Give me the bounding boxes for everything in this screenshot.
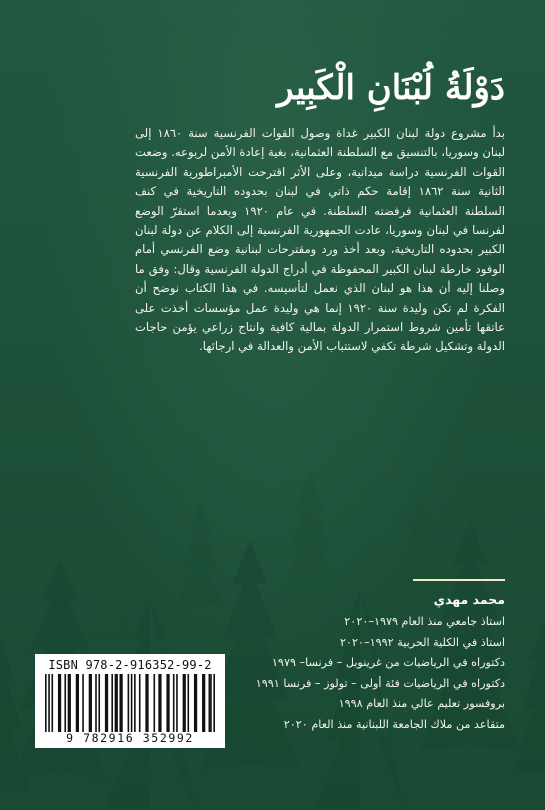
barcode-bar	[166, 674, 169, 732]
barcode-bar	[134, 674, 136, 732]
barcode-bar	[45, 674, 47, 732]
isbn-number: ISBN 978-2-916352-99-2	[48, 658, 212, 672]
barcode-bar	[119, 674, 122, 732]
barcode-bar	[58, 674, 61, 732]
credential-item: متقاعد من ملاك الجامعة اللبنانية منذ العام ٢٠٢٠	[283, 717, 505, 731]
barcode-bar	[158, 674, 161, 732]
barcode-bar	[153, 674, 155, 732]
author-divider	[413, 579, 505, 581]
barcode-bar	[68, 674, 71, 732]
book-title: دَوْلَةُ لُبْنَانِ الْكَبِير	[277, 68, 505, 108]
barcode-bar	[176, 674, 178, 732]
credential-item: استاذ في الكلية الحربية ١٩٩٢–٢٠٢٠	[339, 635, 505, 649]
barcode-bar	[48, 674, 50, 732]
credential-item: دكتوراه في الرياضيات فئة أولى – تولوز – فرنسا ١٩٩١	[255, 676, 505, 690]
barcode-bar	[105, 674, 108, 732]
barcode-bar	[145, 674, 148, 732]
barcode-bar	[115, 674, 118, 732]
barcode-graphic	[41, 674, 219, 732]
barcode-bar	[209, 674, 211, 732]
book-synopsis: بدأ مشروع دولة لبنان الكبير غداة وصول القوات الفرنسية سنة ١٨٦٠ إلى لبنان وسوريا، بالتنسيق مع السلطنة العثمانية، بغية إعادة الأمن لربوعه. وضعت القوات الفرنسية دراسة ميدانية، وعلى الأثر اقترحت الأمبراطورية الفرنسية الثانية سنة ١٨٦٢ إقامة حكم ذاتي في لبنان بحدوده التاريخية في كنف السلطنة العثمانية فرفضته السلطنة. في عام ١٩٢٠ وبعدما استقرّ الوضع لفرنسا في لبنان وسوريا، عادت الجمهورية الفرنسية إلى الكلام عن دولة لبنان الكبير بحدوده التاريخية، وبعد أخذ ورد ومقترحات لبنانية وضع الفرنسي أمام الوفود خارطة لبنان الكبير المحفوظة في أدراج الدولة الفرنسية وقال: وفق ما وصلنا إليه أن هذا هو لبنان الذي نعمل لتأسيسه. في هذا الكتاب نوضح أن الفكرة لم تكن وليدة سنة ١٩٢٠ إنما هي وليدة عمل مؤسسات أخذت على عاتقها تأمين شروط استمرار الدولة بمالية كافية وانتاج زراعي يؤمن حاجات الدولة وتشكيل شرطة تكفي لاستتباب الأمن والعدالة في ارجائها.	[135, 126, 505, 354]
barcode-bar	[139, 674, 141, 732]
barcode-bar	[187, 674, 189, 732]
credential-item: استاذ جامعي منذ العام ١٩٧٩–٢٠٢٠	[344, 615, 505, 628]
barcode-bar	[173, 674, 175, 732]
barcode-bar	[213, 674, 215, 732]
author-credentials	[245, 612, 505, 736]
barcode-bar	[111, 674, 113, 732]
barcode-bar	[89, 674, 92, 732]
isbn-barcode-label	[35, 654, 225, 748]
barcode-bar	[128, 674, 130, 732]
barcode-bar	[51, 674, 53, 732]
credential-item: دكتوراه في الرياضيات من غرينوبل – فرنسا– ١٩٧٩	[271, 656, 505, 670]
credential-item: بروفسور تعليم عالي منذ العام ١٩٩٨	[338, 697, 505, 711]
barcode-bar	[95, 674, 97, 732]
barcode-bar	[202, 674, 205, 732]
barcode-bar	[98, 674, 100, 732]
barcode-bar	[131, 674, 133, 732]
barcode-bar	[183, 674, 186, 732]
barcode-bar	[210, 674, 212, 732]
barcode-bar	[76, 674, 79, 732]
barcode-bar	[82, 674, 84, 732]
author-name: محمد مهدي	[433, 592, 505, 607]
barcode-digits: 9 782916 352992	[66, 731, 194, 745]
barcode-bar	[64, 674, 66, 732]
barcode-bar	[194, 674, 197, 732]
